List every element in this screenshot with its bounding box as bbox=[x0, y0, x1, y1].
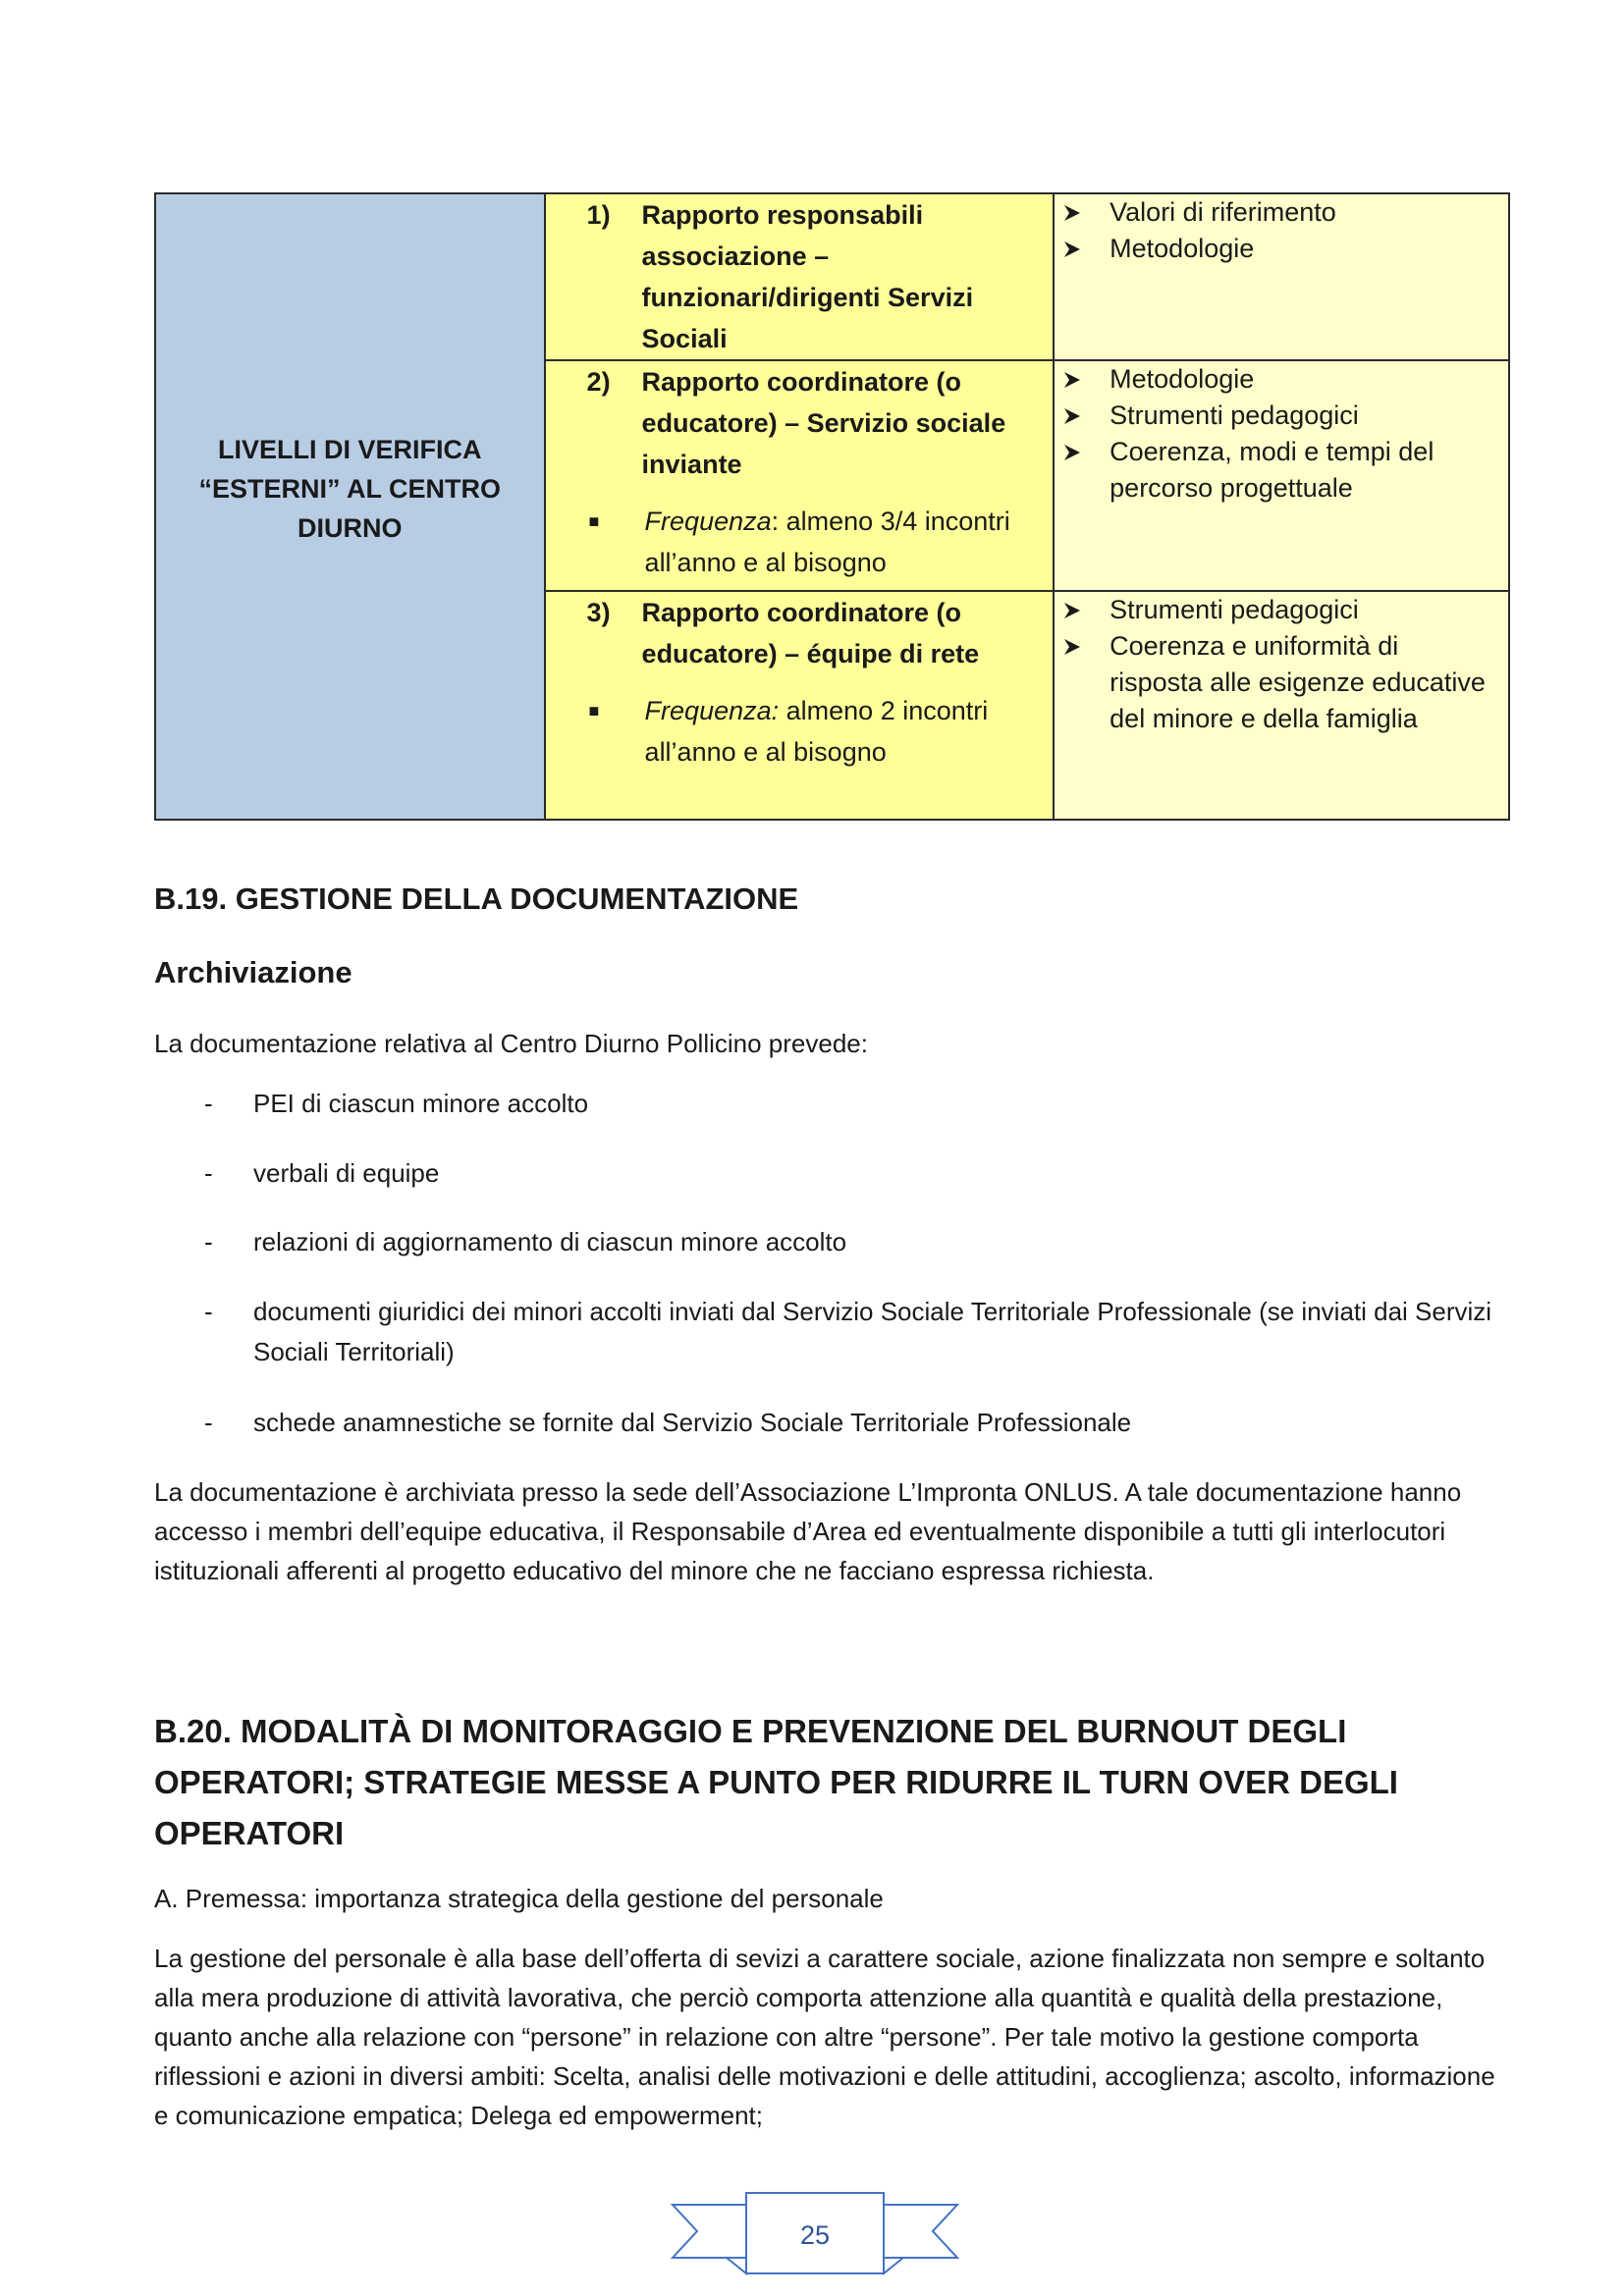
list-item bbox=[1110, 434, 1492, 507]
level-label-cell bbox=[155, 193, 545, 820]
frequency-label: Frequenza bbox=[644, 507, 772, 536]
dash-bullet: - bbox=[204, 1297, 213, 1326]
arrow-bullet-icon bbox=[1062, 194, 1084, 231]
list-item bbox=[1110, 194, 1492, 231]
reference-text: Valori di riferimento bbox=[1110, 197, 1336, 227]
table-row bbox=[155, 193, 1509, 360]
list-item-text: verbali di equipe bbox=[253, 1158, 440, 1188]
relationship-title: Rapporto coordinatore (o educatore) – équipe di rete bbox=[641, 598, 980, 668]
subsection-heading: Archiviazione bbox=[154, 955, 352, 989]
arrow-bullet-icon bbox=[1062, 231, 1084, 267]
reference-cell bbox=[1054, 193, 1509, 360]
reference-text: Strumenti pedagogici bbox=[1110, 400, 1359, 430]
list-item-text: relazioni di aggiornamento di ciascun minore accolto bbox=[253, 1227, 847, 1256]
relationship-cell bbox=[545, 360, 1055, 591]
arrow-bullet-icon bbox=[1062, 361, 1084, 398]
intro-paragraph: La documentazione relativa al Centro Diurno Pollicino prevede: bbox=[154, 1029, 868, 1058]
dash-bullet: - bbox=[204, 1089, 213, 1118]
list-item bbox=[1110, 398, 1492, 434]
square-bullet-icon: ■ bbox=[588, 511, 600, 531]
arrow-bullet-icon bbox=[1062, 592, 1084, 628]
frequency-item bbox=[552, 690, 1044, 773]
arrow-bullet-icon bbox=[1062, 434, 1084, 470]
dash-bullet: - bbox=[204, 1158, 213, 1188]
level-label: LIVELLI DI VERIFICA “ESTERNI” AL CENTRO DIURNO bbox=[198, 435, 502, 543]
reference-text: Strumenti pedagogici bbox=[1110, 595, 1359, 624]
list-item bbox=[1110, 592, 1492, 628]
list-item-text: documenti giuridici dei minori accolti inviati dal Servizio Sociale Territoriale Professionale (se inviati dai Servizi Sociali Territoriali) bbox=[253, 1297, 1492, 1366]
dash-bullet: - bbox=[204, 1227, 213, 1256]
reference-text: Metodologie bbox=[1110, 364, 1255, 394]
verification-levels-table bbox=[154, 192, 1510, 821]
row-number: 2) bbox=[586, 367, 611, 397]
frequency-text: : almeno 3/4 incontri all’anno e al bisogno bbox=[644, 507, 1010, 577]
list-item bbox=[1110, 231, 1492, 267]
reference-text: Coerenza e uniformità di risposta alle esigenze educative del minore e della famiglia bbox=[1110, 631, 1486, 733]
arrow-bullet-icon bbox=[1062, 398, 1084, 434]
page-number: 25 bbox=[799, 2220, 831, 2250]
list-item-text: schede anamnestiche se fornite dal Servizio Sociale Territoriale Professionale bbox=[253, 1408, 1132, 1437]
list-item bbox=[1110, 361, 1492, 398]
closing-paragraph: La documentazione è archiviata presso la sede dell’Associazione L’Impronta ONLUS. A tale documentazione hanno accesso i membri dell’equipe educativa, il Responsabile d’Area ed eventualmente disponibile a tutti gli interlocutori istituzionali afferenti al progetto educativo del minore che ne facciano espressa richiesta. bbox=[154, 1477, 1462, 1585]
section-heading: B.20. MODALITÀ DI MONITORAGGIO E PREVENZIONE DEL BURNOUT DEGLI OPERATORI; STRATEGIE MESSE A PUNTO PER RIDURRE IL TURN OVER DEGLI OPERATORI bbox=[154, 1713, 1398, 1851]
frequency-label: Frequenza: bbox=[644, 696, 780, 725]
reference-text: Coerenza, modi e tempi del percorso progettuale bbox=[1110, 437, 1435, 503]
relationship-cell bbox=[545, 193, 1055, 360]
body-paragraph: La gestione del personale è alla base dell’offerta di sevizi a carattere sociale, azione finalizzata non sempre e soltanto alla mera produzione di attività lavorativa, che perciò comporta attenzione alla quantità e qualità della prestazione, quanto anche alla relazione con “persone” in relazione con altre “persone”. Per tale motivo la gestione comporta riflessioni e azioni in diversi ambiti: Scelta, analisi delle motivazioni e delle attitudini, accoglienza; ascolto, informazione e comunicazione empatica; Delega ed empowerment; bbox=[154, 1944, 1495, 2130]
dash-bullet: - bbox=[204, 1408, 213, 1437]
relationship-title: Rapporto responsabili associazione – funzionari/dirigenti Servizi Sociali bbox=[641, 200, 974, 353]
premessa-paragraph: A. Premessa: importanza strategica della gestione del personale bbox=[154, 1884, 884, 1913]
reference-cell bbox=[1054, 360, 1509, 591]
frequency-text: almeno 2 incontri all’anno e al bisogno bbox=[644, 696, 989, 767]
arrow-bullet-icon bbox=[1062, 628, 1084, 665]
list-item-text: PEI di ciascun minore accolto bbox=[253, 1089, 589, 1118]
section-heading: B.19. GESTIONE DELLA DOCUMENTAZIONE bbox=[154, 881, 799, 916]
reference-text: Metodologie bbox=[1110, 234, 1255, 263]
list-item bbox=[1110, 628, 1492, 737]
square-bullet-icon: ■ bbox=[588, 701, 600, 721]
frequency-item bbox=[552, 501, 1044, 583]
page-number-ribbon bbox=[668, 2179, 962, 2277]
relationship-title: Rapporto coordinatore (o educatore) – Servizio sociale inviante bbox=[641, 367, 1006, 479]
row-number: 1) bbox=[586, 200, 611, 230]
reference-cell bbox=[1054, 591, 1509, 820]
row-number: 3) bbox=[586, 598, 611, 627]
relationship-cell bbox=[545, 591, 1055, 820]
